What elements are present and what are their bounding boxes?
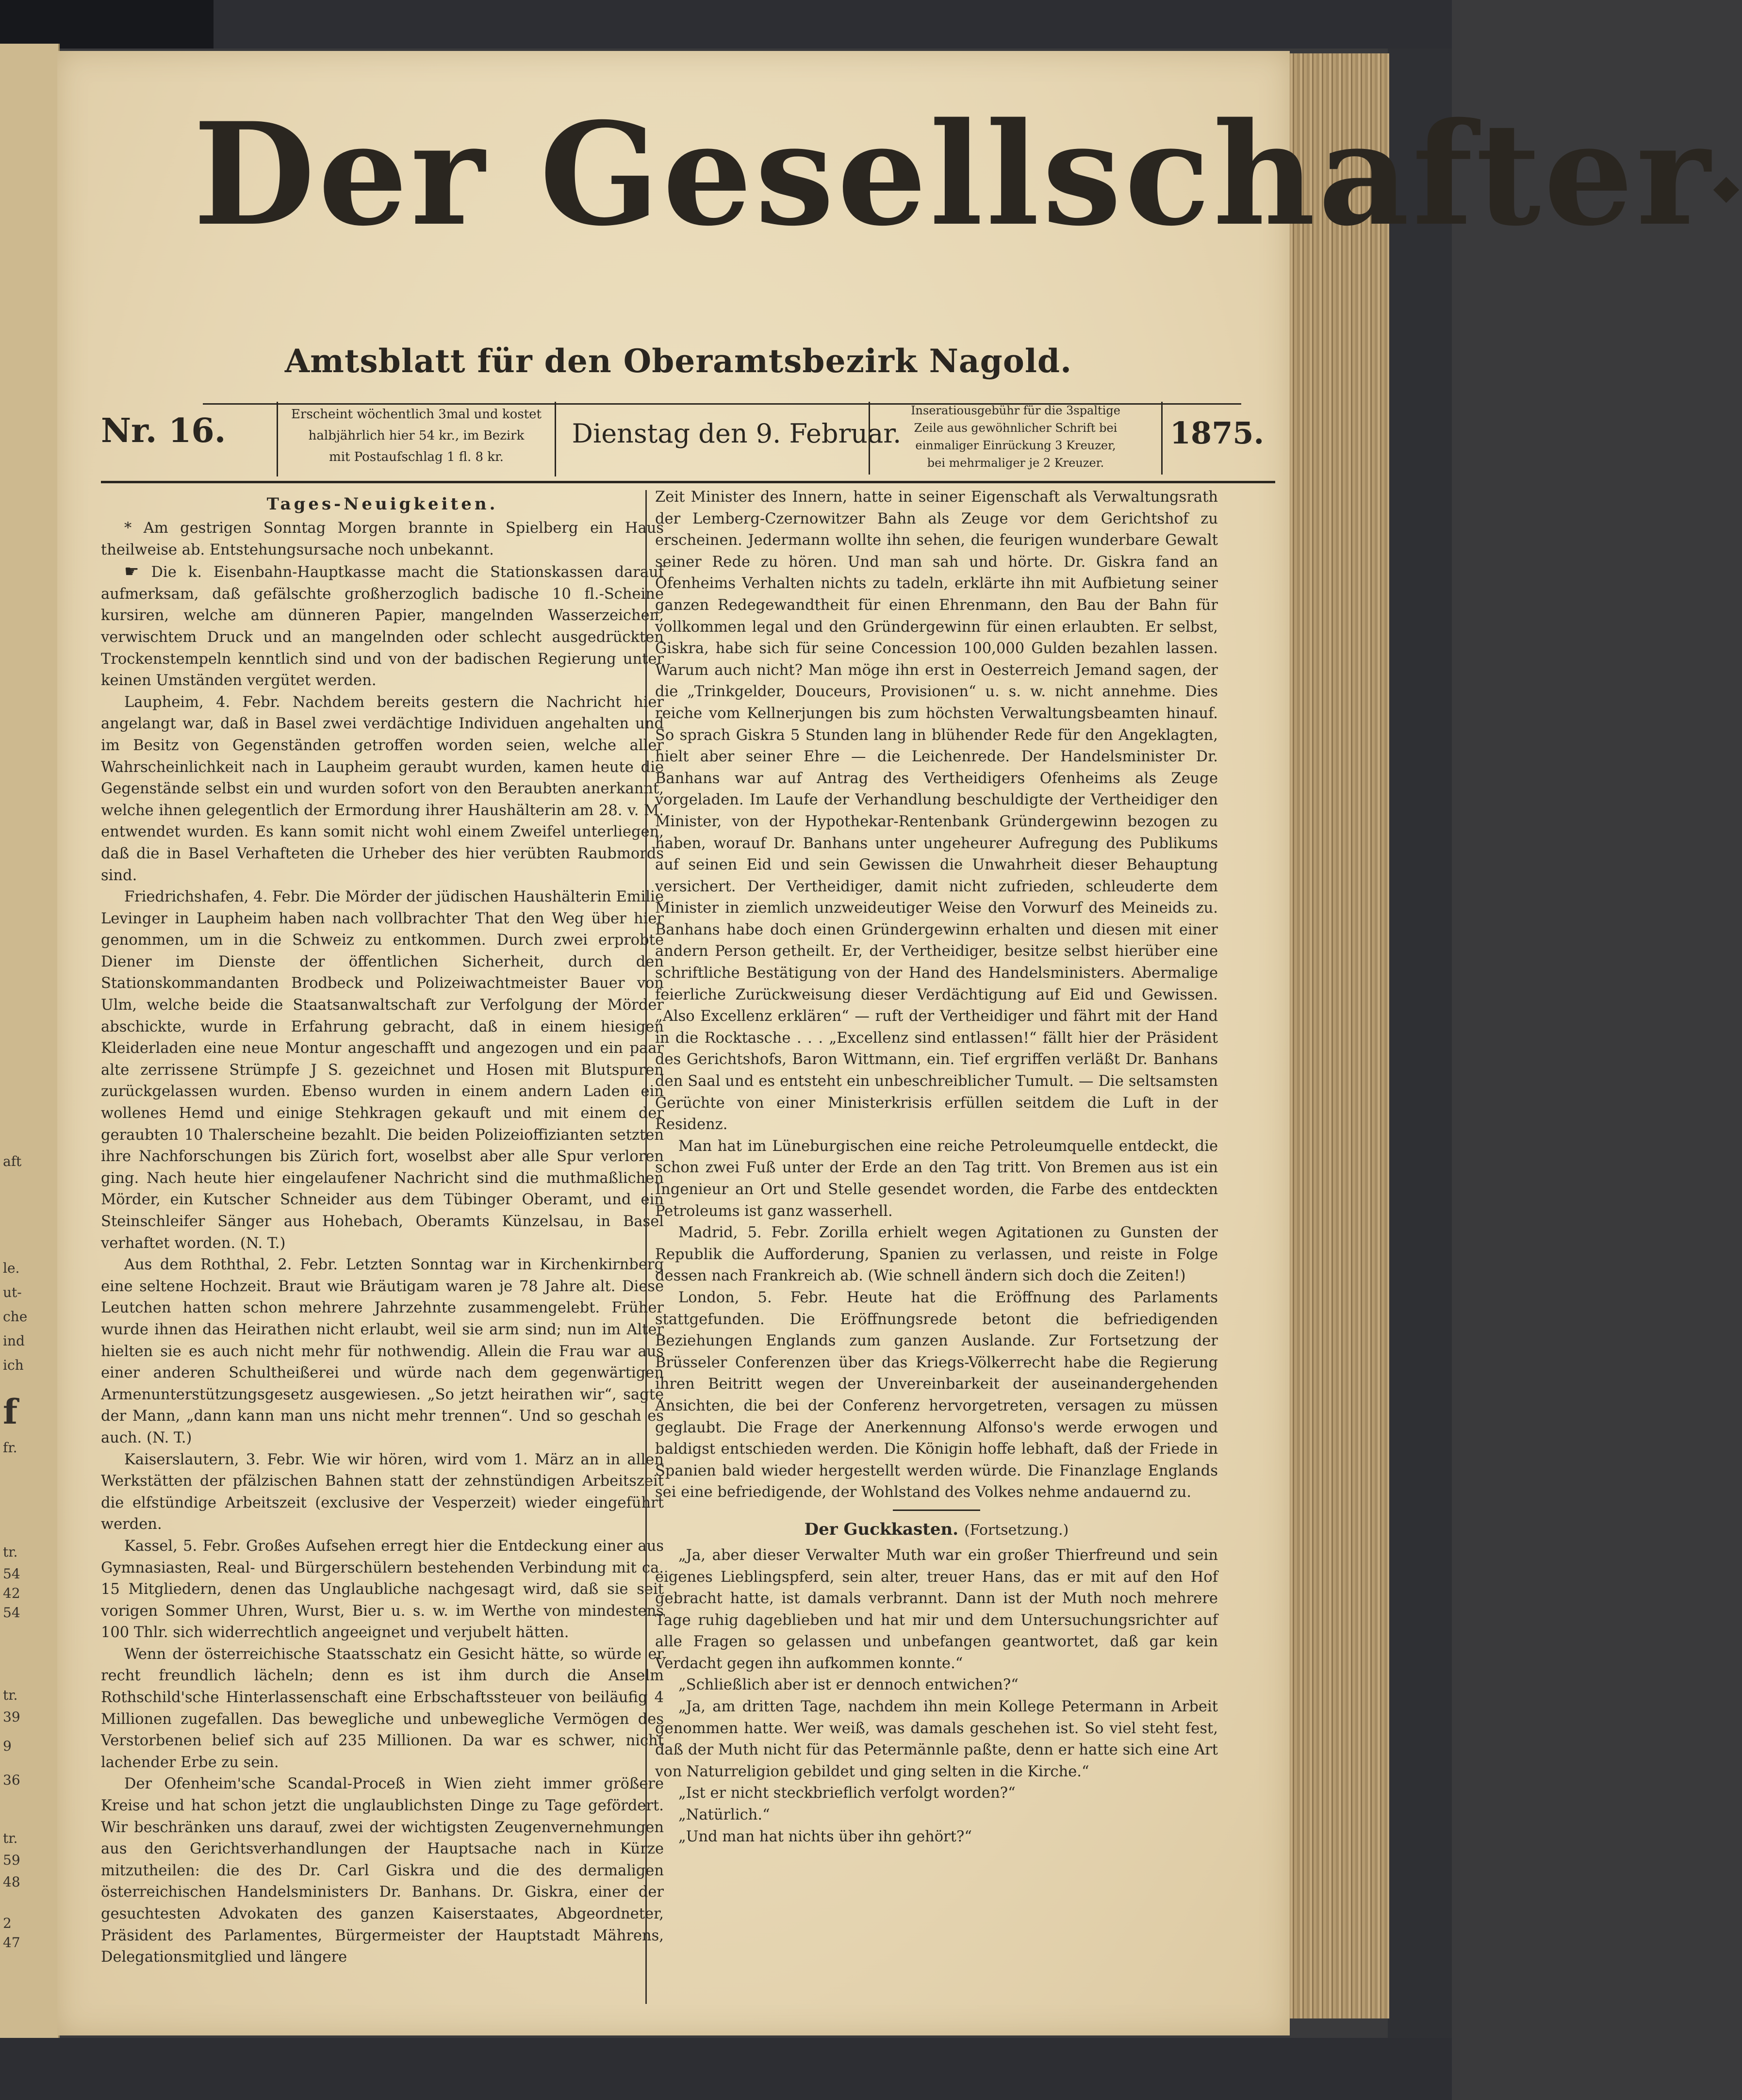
newspaper-page xyxy=(57,51,1742,2035)
issue-year: 1875. xyxy=(1169,415,1265,451)
left-margin-text: ich xyxy=(3,1357,24,1373)
serial-paragraph: „Ja, am dritten Tage, nachdem ihn mein Kollege Petermann in Arbeit genommen hatte. Wer weiß, was damals geschehen ist. So viel steht fest, daß der Muth nicht für das Petermännle paßte, denn er hatte sich eine Art von Naturreligion gebildet und ging selten in die Kirche.“ xyxy=(655,1698,1218,1780)
issue-number: Nr. 16. xyxy=(101,411,226,450)
scanner-background-bottom xyxy=(0,2038,1452,2100)
right-column xyxy=(655,487,1218,1848)
scanner-shadow xyxy=(0,0,214,49)
serial-paragraph: „Ist er nicht steckbrieflich verfolgt worden?“ xyxy=(678,1785,1016,1802)
left-margin-text: che xyxy=(3,1309,28,1325)
serial-paragraph: „Ja, aber dieser Verwalter Muth war ein großer Thierfreund und sein eigenes Lieblingspferd, sein alter, treuer Hans, das er mit auf den Hof gebracht hatte, ist damals verbrannt. Dann ist der Muth noch mehrere Tage ruhig dageblieben und hat mir und dem Untersuchungsrichter auf alle Fragen so gelassen und unbefangen geantwortet, daß gar kein Verdacht gegen ihn aufkommen konnte.“ xyxy=(655,1546,1218,1672)
insertion-fee-line: Zeile aus gewöhnlicher Schrift bei xyxy=(914,421,1118,435)
serial-title: Der Guckkasten. xyxy=(804,1519,959,1539)
masthead-subtitle: Amtsblatt für den Oberamtsbezirk Nagold. xyxy=(284,342,1072,380)
book-page-edges xyxy=(1286,53,1389,2018)
news-paragraph: Laupheim, 4. Febr. Nachdem bereits gestern die Nachricht hier angelangt war, daß in Basel zwei verdächtige Individuen angehalten und im Besitz von Gegenständen getroffen worden seien, welche aller Wahrscheinlichkeit nach in Laupheim geraubt wurden, kamen heute die Gegenstände selbst ein und wurden sofort von den Beraubten anerkannt, welche ihnen gelegentlich der Ermordung ihrer Haushälterin am 28. v. M. entwendet wurden. Es kann somit nicht wohl einem Zweifel unterliegen, daß die in Basel Verhafteten die Urheber des hier verübten Raubmords sind. xyxy=(101,693,664,884)
left-margin-text: 9 xyxy=(3,1738,12,1754)
left-margin-text: ut- xyxy=(3,1284,22,1300)
masthead-ornament-icon: ◆ xyxy=(1713,166,1742,207)
publication-info-line: halbjährlich hier 54 kr., im Bezirk xyxy=(308,428,525,443)
left-margin-text: tr. xyxy=(3,1544,18,1560)
publication-info-box xyxy=(277,402,556,476)
serial-heading xyxy=(655,1518,1218,1542)
news-paragraph: Wenn der österreichische Staatsschatz ein Gesicht hätte, so würde er recht freundlich lächeln; denn es ist ihm durch die Anselm Rothschild'sche Hinterlassenschaft eine Erbschaftssteuer von beiläufig 4 Millionen zugefallen. Das bewegliche und unbewegliche Vermögen des Verstorbenen belief sich auf 235 Millionen. Da war es schwer, nicht lachender Erbe zu sein. xyxy=(101,1645,664,1771)
insertion-fee-box xyxy=(869,402,1163,475)
left-margin-text: 42 xyxy=(3,1585,20,1601)
insertion-fee-line: einmaliger Einrückung 3 Kreuzer, xyxy=(915,439,1116,452)
publication-info-line: Erscheint wöchentlich 3mal und kostet xyxy=(291,407,542,422)
left-margin-text: f xyxy=(3,1392,18,1432)
left-margin-text: 48 xyxy=(3,1874,20,1890)
news-paragraph: Man hat im Lüneburgischen eine reiche Petroleumquelle entdeckt, die schon zwei Fuß unter der Erde an den Tag tritt. Von Bremen aus ist ein Ingenieur an Ort und Stelle gesendet worden, die Farbe des entdeckten Petroleums ist ganz wasserhell. xyxy=(655,1137,1218,1220)
news-paragraph xyxy=(101,561,664,692)
news-heading: Tages-Neuigkeiten. xyxy=(266,494,498,514)
left-margin-text: 2 xyxy=(3,1915,12,1931)
left-margin-text: 54 xyxy=(3,1605,20,1621)
serial-continuation-note: (Fortsetzung.) xyxy=(964,1521,1069,1539)
news-paragraph: Kaiserslautern, 3. Febr. Wie wir hören, wird vom 1. März an in allen Werkstätten der pfälzischen Bahnen statt der zehnstündigen Arbeitszeit die elfstündige Arbeitszeit (exclusive der Vesperzeit) wieder eingeführt werden. xyxy=(101,1451,664,1533)
section-rule xyxy=(893,1509,980,1511)
left-margin-text: 54 xyxy=(3,1566,20,1582)
scanner-background-right xyxy=(1388,49,1452,2100)
left-margin-text: le. xyxy=(3,1260,20,1276)
news-paragraph: Aus dem Roththal, 2. Febr. Letzten Sonntag war in Kirchenkirnberg eine seltene Hochzeit. Braut wie Bräutigam waren je 78 Jahre alt. Diese Leutchen hatten schon mehrere Jahrzehnte zusammengelebt. Früher wurde ihnen das Heirathen nicht erlaubt, weil sie arm sind; nun im Alter hielten sie es auch nicht mehr für nothwendig. Allein die Frau war aus einer anderen Schultheißerei und würde nach dem gegenwärtigen Armenunterstützungsgesetz ausgewiesen. „So jetzt heirathen wir“, sagte der Mann, „dann kann man uns nicht mehr trennen“. Und so geschah es auch. (N. T.) xyxy=(101,1256,664,1446)
news-paragraph: Der Ofenheim'sche Scandal-Proceß in Wien zieht immer größere Kreise und hat schon jetzt die unglaublichsten Dinge zu Tage gefördert. Wir beschränken uns darauf, zwei der wichtigsten Zeugenvernehmungen aus den Gerichtsverhandlungen der Hauptsache nach in Kürze mitzutheilen: die des Dr. Carl Giskra und die des dermaligen österreichischen Handelsministers Dr. Banhans. Dr. Giskra, einer der gesuchtesten Advokaten des ganzen Kaiserstaates, Abgeordneter, Präsident des Parlamentes, Bürgermeister der Hauptstadt Mährens, Delegationsmitglied und längere xyxy=(101,1775,664,1966)
news-paragraph: Madrid, 5. Febr. Zorilla erhielt wegen Agitationen zu Gunsten der Republik die Aufforderung, Spanien zu verlassen, und reiste in Folge dessen nach Frankreich ab. (Wie schnell ändern sich doch die Zeiten!) xyxy=(655,1224,1218,1285)
news-paragraph: Friedrichshafen, 4. Febr. Die Mörder der jüdischen Haushälterin Emilie Levinger in Laupheim haben nach vollbrachter That den Weg über hier genommen, um in die Schweiz zu entkommen. Durch zwei erprobte Diener im Dienste der öffentlichen Sicherheit, durch den Stationskommandanten Brodbeck und Polizeiwachtmeister Bauer von Ulm, welche beide die Staatsanwaltschaft zur Verfolgung der Mörder abschickte, wurde in Erfahrung gebracht, daß in einem hiesigen Kleiderladen eine neue Montur angeschafft und angezogen und ein paar alte zerrissene Strümpfe J S. gezeichnet und Hosen mit Blutspuren zurückgelassen wurden. Ebenso wurden in einem andern Laden ein wollenes Hemd und einige Stehkragen gekauft und mit einem der geraubten 10 Thalerscheine bezahlt. Die beiden Polizeioffizianten setzten ihre Nachforschungen bis Zürich fort, woselbst aber alle Spur verloren ging. Nach heute hier eingelaufener Nachricht sind die muthmaßlichen Mörder, ein Kutscher Schneider aus dem Tübinger Oberamt, und ein Steinschleifer Sänger aus Hohebach, Oberamts Künzelsau, in Basel verhaftet worden. (N. T.) xyxy=(101,888,664,1252)
serial-paragraph: „Natürlich.“ xyxy=(678,1806,770,1824)
left-page-strip xyxy=(0,44,60,2038)
insertion-fee-line: bei mehrmaliger je 2 Kreuzer. xyxy=(927,456,1104,470)
issue-header xyxy=(101,398,1275,480)
serial-paragraph: „Schließlich aber ist er dennoch entwichen?“ xyxy=(678,1676,1019,1694)
news-paragraph: London, 5. Febr. Heute hat die Eröffnung des Parlaments stattgefunden. Die Eröffnungsrede betont die befriedigenden Beziehungen Englands zum ganzen Auslande. Zur Fortsetzung der Brüsseler Conferenzen über das Kriegs-Völkerrecht habe die Regierung ihren Beitritt wegen der Unvereinbarkeit der auseinandergehenden Ansichten, die bei der Conferenz hervorgetreten, versagen zu müssen geglaubt. Die Frage der Anerkennung Alfonso's werde erwogen und baldigst entschieden werden. Die Königin hoffe lebhaft, daß der Friede in Spanien bald wieder hergestellt werden würde. Die Finanzlage Englands sei eine befriedigende, der Wohlstand des Volkes nehme andauernd zu. xyxy=(655,1289,1218,1501)
issue-date: Dienstag den 9. Februar. xyxy=(572,418,902,449)
masthead-title-text: Der Gesellschafter xyxy=(193,92,1713,257)
pointing-hand-icon: ☛ xyxy=(124,562,151,582)
serial-paragraph: „Und man hat nichts über ihn gehört?“ xyxy=(678,1828,972,1845)
publication-info-line: mit Postaufschlag 1 fl. 8 kr. xyxy=(329,450,504,464)
news-paragraph-text: Die k. Eisenbahn-Hauptkasse macht die Stationskassen darauf aufmerksam, daß gefälschte großherzoglich badische 10 fl.-Scheine kursiren, welche am dünneren Papier, mangelnden Wasserzeichen, verwischtem Druck und an mangelnden oder schlecht ausgedrückten Trockenstempeln kenntlich sind und von der badischen Regierung unter keinen Umständen vergütet werden. xyxy=(101,564,664,689)
left-margin-text: tr. xyxy=(3,1687,18,1703)
left-margin-text: tr. xyxy=(3,1830,18,1846)
news-paragraph: Zeit Minister des Innern, hatte in seiner Eigenschaft als Verwaltungsrath der Lemberg-Czernowitzer Bahn als Zeuge vor dem Gerichtshof zu erscheinen. Jedermann wollte ihn sehen, die feurigen wunderbare Gewalt seiner Rede zu hören. Und man sah und hörte. Dr. Giskra fand an Ofenheims Verhalten nichts zu tadeln, erklärte ihn mit Aufbietung seiner ganzen Redegewandtheit für einen Ehrenmann, den Bau der Bahn für vollkommen legal und den Gründergewinn für einen erlaubten. Er selbst, Giskra, habe sich für seine Concession 100,000 Gulden bezahlen lassen. Warum auch nicht? Man möge ihn erst in Oesterreich Jemand sagen, der die „Trinkgelder, Douceurs, Provisionen“ u. s. w. nicht annehme. Dies reiche vom Kellnerjungen bis zum höchsten Verwaltungsbeamten hinauf. So sprach Giskra 5 Stunden lang in blühender Rede für den Angeklagten, hielt aber seiner Ehre — die Leichenrede. Der Handelsminister Dr. Banhans war auf Antrag des Vertheidigers Ofenheims als Zeuge vorgeladen. Im Laufe der Verhandlung beschuldigte der Vertheidiger den Minister, von der Hypothekar-Rentenbank Gründergewinn bezogen zu haben, worauf Dr. Banhans unter ungeheurer Aufregung des Publikums auf seinen Eid und sein Gewissen die Unwahrheit dieser Behauptung versichert. Der Vertheidiger, damit nicht zufrieden, schleuderte dem Minister in ziemlich unzweideutiger Weise den Vorwurf des Meineids zu. Banhans habe doch einen Gründergewinn erhalten und diesen mit einer andern Person getheilt. Er, der Vertheidiger, besitze selbst hierüber eine schriftliche Bestätigung von der Hand des Handelsministers. Abermalige feierliche Zurückweisung dieser Verdächtigung auf Eid und Gewissen. „Also Excellenz erklären“ — ruft der Vertheidiger und fährt mit der Hand in die Rocktasche . . . „Excellenz sind entlassen!“ fällt hier der Präsident des Gerichtshofs, Baron Wittmann, ein. Tief ergriffen verläßt Dr. Banhans den Saal und es entsteht ein unbeschreiblicher Tumult. — Die seltsamsten Gerüchte von einer Ministerkrisis erfüllen seitdem die Luft in der Residenz. xyxy=(655,489,1218,1133)
news-paragraph: * Am gestrigen Sonntag Morgen brannte in Spielberg ein Haus theilweise ab. Entstehungsursache noch unbekannt. xyxy=(101,520,664,558)
scanner-background-top xyxy=(0,0,1452,49)
masthead-title xyxy=(193,92,1742,257)
left-margin-text: aft xyxy=(3,1153,22,1169)
left-margin-text: fr. xyxy=(3,1440,17,1456)
left-margin-text: 39 xyxy=(3,1709,20,1725)
left-margin-text: ind xyxy=(3,1333,25,1349)
left-column xyxy=(101,492,664,1969)
insertion-fee-line: Inseratiousgebühr für die 3spaltige xyxy=(911,404,1120,417)
left-margin-text: 59 xyxy=(3,1852,20,1868)
news-paragraph: Kassel, 5. Febr. Großes Aufsehen erregt hier die Entdeckung einer aus Gymnasiasten, Real- und Bürgerschülern bestehenden Verbindung mit ca. 15 Mitgliedern, denen das Unglaubliche nachgesagt wird, daß sie seit vorigen Sommer Uhren, Wurst, Bier u. s. w. im Werthe von mindestens 100 Thlr. sich widerrechtlich angeeignet und verjubelt hätten. xyxy=(101,1537,664,1641)
left-margin-text: 47 xyxy=(3,1935,20,1951)
header-bottom-rule xyxy=(101,481,1275,483)
left-margin-text: 36 xyxy=(3,1772,20,1788)
